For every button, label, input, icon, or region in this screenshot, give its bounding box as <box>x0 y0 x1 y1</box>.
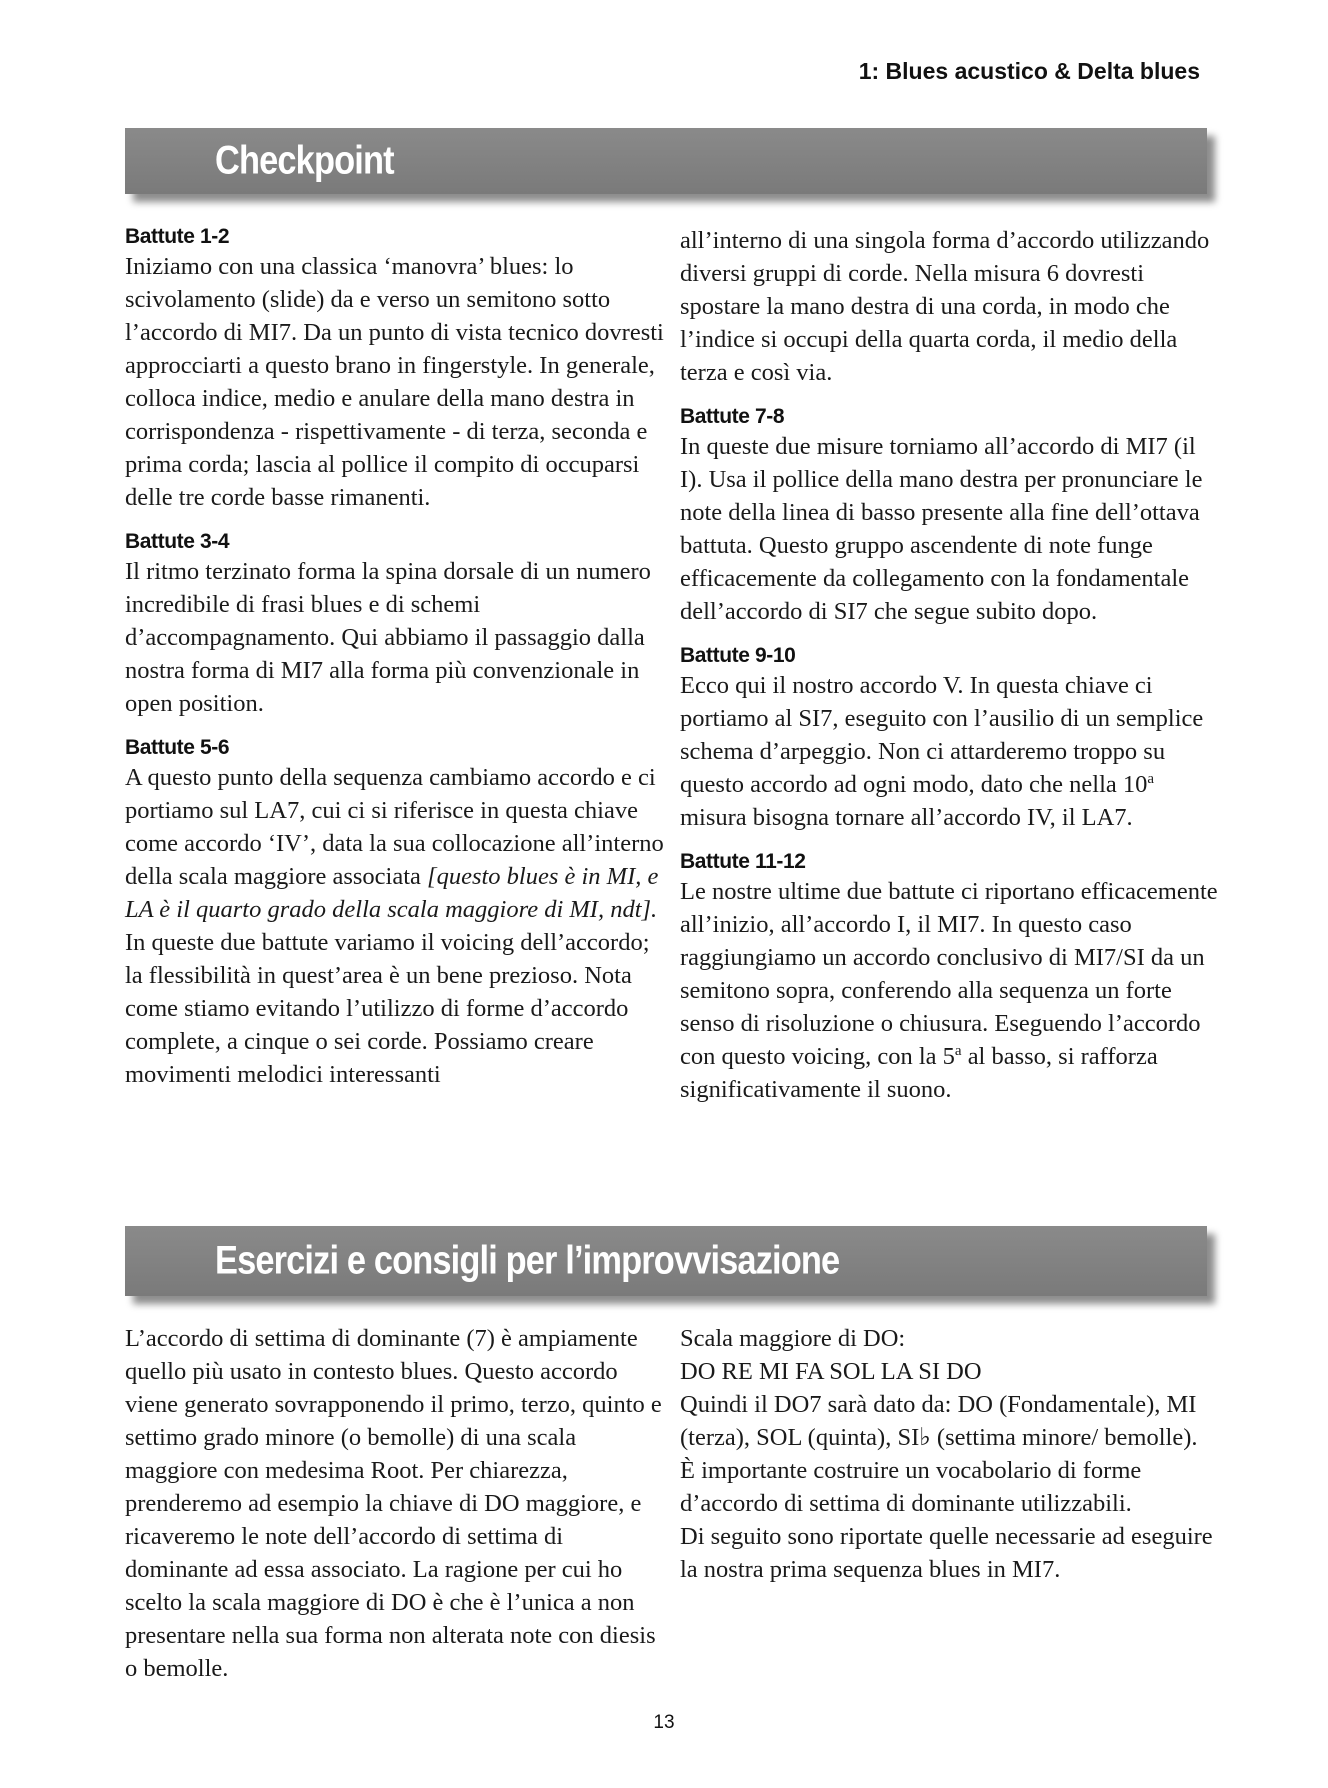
checkpoint-right-column <box>680 224 1220 1106</box>
subheading-battute-5-6: Battute 5-6 <box>125 736 230 759</box>
paragraph-battute-5-6-voicing: In queste due battute variamo il voicing dell’accordo; la flessibilità in quest’area è un bene prezioso. Nota come stiamo evitando l’utilizzo di forme d’accordo complete, a cinque o sei corde. Possiamo creare movimenti melodici interessanti <box>125 929 650 1088</box>
improvisation-left-column <box>125 1322 665 1685</box>
checkpoint-left-column <box>125 224 665 1091</box>
subheading-battute-3-4: Battute 3-4 <box>125 530 230 553</box>
line-following: Di seguito sono riportate quelle necessarie ad eseguire la nostra prima sequenza blues in MI7. <box>680 1523 1213 1583</box>
ordinal-superscript: a <box>1147 770 1155 787</box>
improvisation-right-column <box>680 1322 1225 1586</box>
line-do7-notes: Quindi il DO7 sarà dato da: DO (Fondamentale), MI (terza), SOL (quinta), SI♭ (settima minore/ bemolle). <box>680 1391 1198 1451</box>
paragraph-battute-1-2: Iniziamo con una classica ‘manovra’ blues: lo scivolamento (slide) da e verso un semitono sotto l’accordo di MI7. Da un punto di vista tecnico dovresti approcciarti a questo brano in fingerstyle. In generale, colloca indice, medio e anulare della mano destra in corrispondenza - rispettivamente - di terza, seconda e prima corda; lascia al pollice il compito di occuparsi delle tre corde basse rimanenti. <box>125 253 664 511</box>
subheading-battute-11-12: Battute 11-12 <box>680 850 806 873</box>
paragraph-battute-7-8: In queste due misure torniamo all’accordo di MI7 (il I). Usa il pollice della mano destra per pronunciare le note della linea di basso presente alla fine dell’ottava battuta. Questo gruppo ascendente di note funge efficacemente da collegamento con la fondamentale dell’accordo di SI7 che segue subito dopo. <box>680 433 1203 625</box>
paragraph-battute-11-12-text-b: al basso, si rafforza significativamente il suono. <box>680 1043 1158 1103</box>
paragraph-battute-9-10-text-b: misura bisogna tornare all’accordo IV, il LA7. <box>680 804 1133 831</box>
line-scale-notes: DO RE MI FA SOL LA SI DO <box>680 1358 982 1385</box>
paragraph-dominant-seventh: L’accordo di settima di dominante (7) è ampiamente quello più usato in contesto blues. Questo accordo viene generato sovrapponendo il primo, terzo, quinto e settimo grado minore (o bemolle) di una scala maggiore con medesima Root. Per chiarezza, prenderemo ad esempio la chiave di DO maggiore, e ricaveremo le note dell’accordo di settima di dominante ad essa associato. La ragione per cui ho scelto la scala maggiore di DO è che è l’unica a non presentare nella sua forma non alterata note con diesis o bemolle. <box>125 1325 662 1682</box>
page-number: 13 <box>653 1712 675 1733</box>
paragraph-battute-3-4: Il ritmo terzinato forma la spina dorsale di un numero incredibile di frasi blues e di schemi d’accompagnamento. Qui abbiamo il passaggio dalla nostra forma di MI7 alla forma più convenzionale in open position. <box>125 558 651 717</box>
ordinal-superscript: a <box>954 1042 962 1059</box>
line-vocabulary: È importante costruire un vocabolario di forme d’accordo di settima di dominante utilizzabili. <box>680 1457 1142 1517</box>
checkpoint-title: Checkpoint <box>215 138 394 183</box>
editor-note: [questo blues è in MI, e LA è il quarto grado della scala maggiore di MI, ndt]. <box>125 863 659 923</box>
paragraph-battute-11-12-text-a: Le nostre ultime due battute ci riportano efficacemente all’inizio, all’accordo I, il MI7. In questo caso raggiungiamo un accordo conclusivo di MI7/SI da un semitono sopra, conferendo alla sequenza un forte senso di risoluzione o chiusura. Eseguendo l’accordo con questo voicing, con la 5 <box>680 878 1218 1070</box>
running-header: 1: Blues acustico & Delta blues <box>858 58 1200 84</box>
checkpoint-banner <box>125 128 1207 194</box>
line-scale-label: Scala maggiore di DO: <box>680 1325 906 1352</box>
improvisation-title: Esercizi e consigli per l’improvvisazione <box>215 1238 840 1283</box>
paragraph-battute-5-6-text: A questo punto della sequenza cambiamo accordo e ci portiamo sul LA7, cui ci si riferisce in questa chiave come accordo ‘IV’, data la sua collocazione all’interno della scala maggiore associata <box>125 764 664 890</box>
subheading-battute-7-8: Battute 7-8 <box>680 405 785 428</box>
paragraph-battute-11-12 <box>680 875 1220 1106</box>
paragraph-battute-5-6-continued: all’interno di una singola forma d’accordo utilizzando diversi gruppi di corde. Nella misura 6 dovresti spostare la mano destra di una corda, in modo che l’indice si occupi della quarta corda, il medio della terza e così via. <box>680 227 1210 386</box>
subheading-battute-9-10: Battute 9-10 <box>680 644 796 667</box>
improvisation-banner <box>125 1226 1207 1296</box>
paragraph-battute-9-10 <box>680 669 1220 834</box>
paragraph-battute-5-6 <box>125 761 665 926</box>
subheading-battute-1-2: Battute 1-2 <box>125 225 230 248</box>
paragraph-battute-9-10-text-a: Ecco qui il nostro accordo V. In questa chiave ci portiamo al SI7, eseguito con l’ausilio di un semplice schema d’arpeggio. Non ci attarderemo troppo su questo accordo ad ogni modo, dato che nella 10 <box>680 672 1204 798</box>
